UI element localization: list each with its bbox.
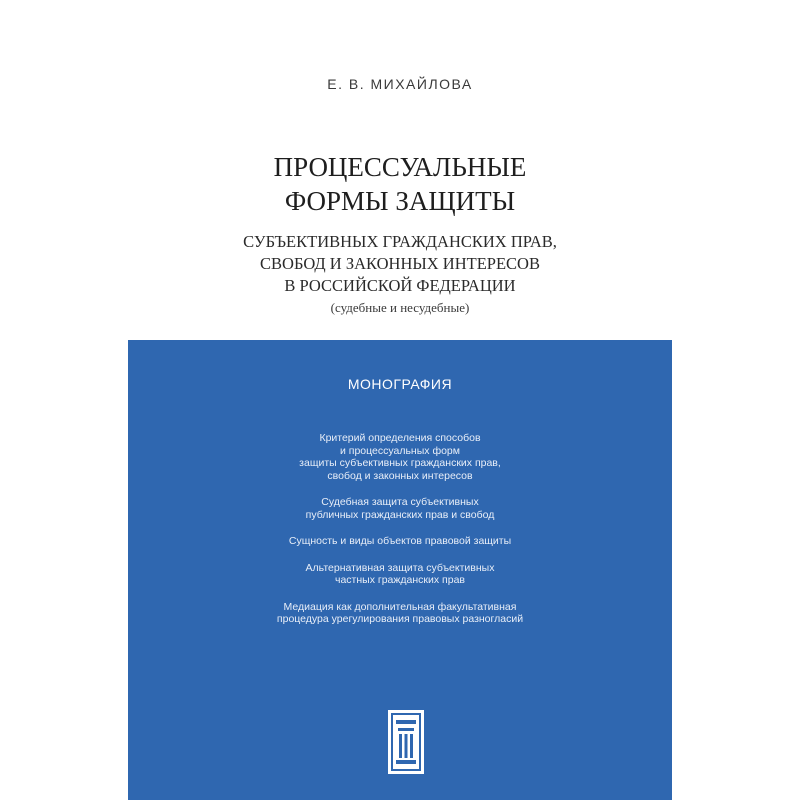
contents-line: частных гражданских прав [335, 574, 465, 586]
book-title [128, 150, 672, 218]
contents-item [128, 496, 672, 521]
contents-item [128, 535, 672, 548]
subtitle-note: (судебные и несудебные) [330, 300, 470, 315]
contents-item [128, 562, 672, 587]
book-subtitle [128, 231, 672, 297]
contents-list [128, 432, 672, 640]
contents-item [128, 432, 672, 482]
contents-line: Сущность и виды объектов правовой защиты [288, 535, 512, 547]
author-name: Е. В. МИХАЙЛОВА [327, 76, 473, 92]
contents-line: защиты субъективных гражданских прав, [299, 457, 501, 469]
subtitle-line: СВОБОД И ЗАКОННЫХ ИНТЕРЕСОВ [260, 254, 540, 273]
subtitle-line: В РОССИЙСКОЙ ФЕДЕРАЦИИ [284, 276, 516, 295]
contents-line: Альтернативная защита субъективных [305, 561, 495, 574]
book-cover [128, 0, 672, 800]
cover-blue-section [128, 340, 672, 800]
cover-top-section [128, 0, 672, 340]
subtitle-line: СУБЪЕКТИВНЫХ ГРАЖДАНСКИХ ПРАВ, [243, 232, 557, 251]
contents-line: Медиация как дополнительная факультативная [283, 600, 517, 613]
title-line: ПРОЦЕССУАЛЬНЫЕ [273, 152, 527, 182]
publisher-logo-graphic [388, 710, 424, 774]
contents-line: и процессуальных форм [339, 444, 460, 457]
contents-line: публичных гражданских прав и свобод [305, 508, 495, 521]
contents-item [128, 601, 672, 626]
publisher-logo-icon [388, 710, 424, 774]
contents-line: Судебная защита субъективных [321, 496, 479, 508]
genre-label: МОНОГРАФИЯ [347, 376, 453, 392]
contents-line: процедура урегулирования правовых разногласий [276, 613, 524, 625]
title-line: ФОРМЫ ЗАЩИТЫ [284, 186, 516, 216]
contents-line: свобод и законных интересов [327, 469, 473, 482]
contents-line: Критерий определения способов [319, 432, 481, 444]
